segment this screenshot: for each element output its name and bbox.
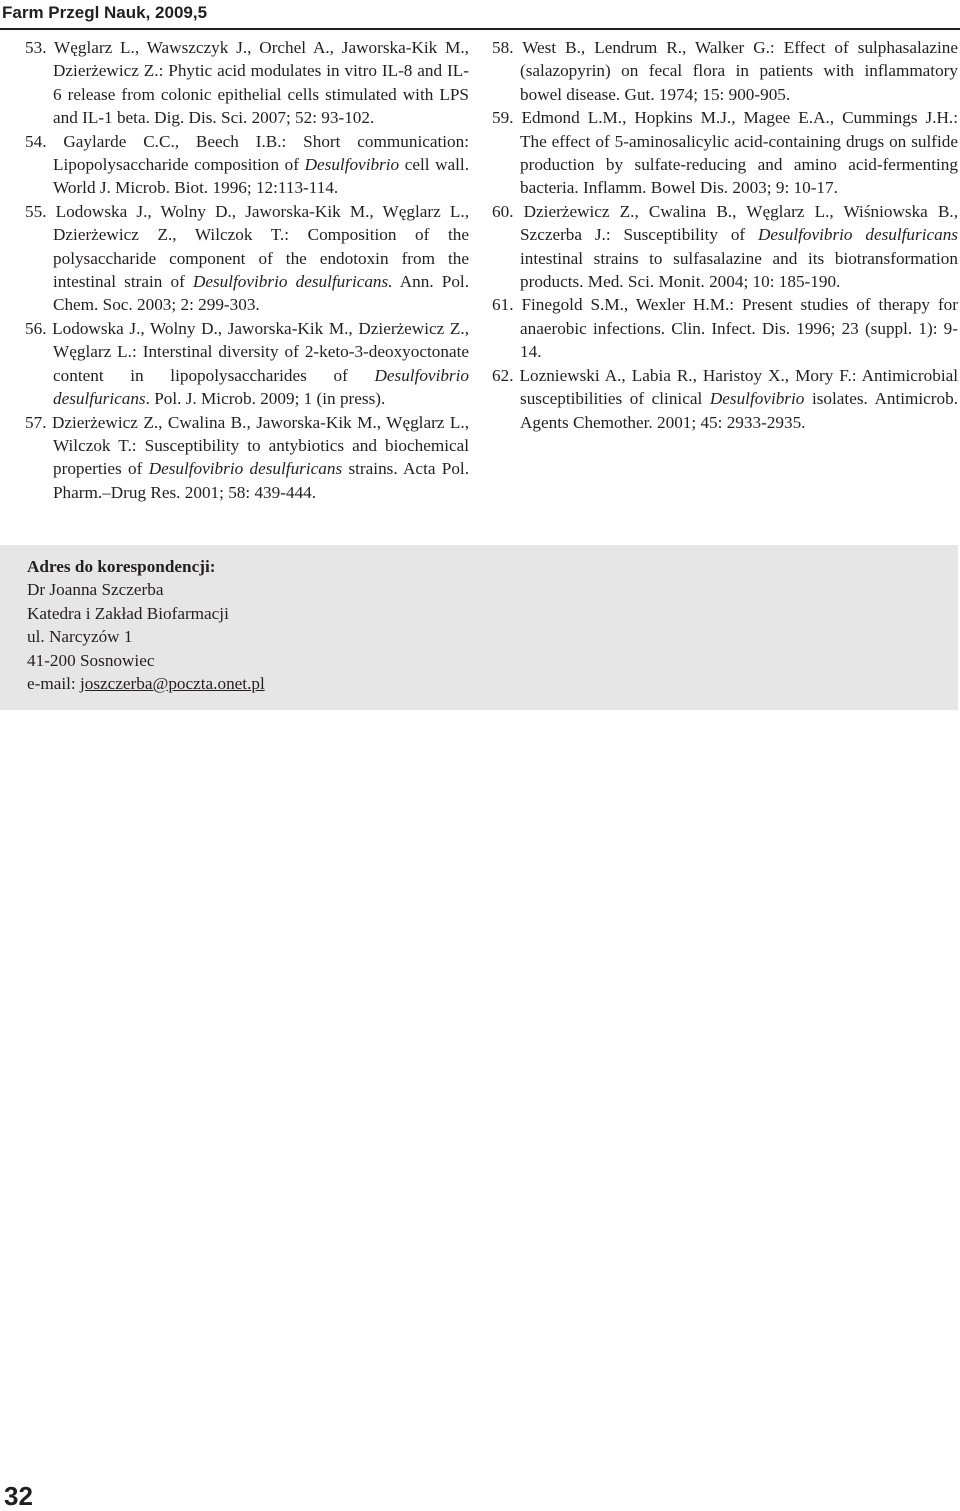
reference-source: Med. Sci. Monit. 2004; 10: 185-190.: [583, 272, 841, 292]
reference-number: 57.: [25, 412, 47, 432]
reference-number: 58.: [492, 38, 514, 57]
correspondence-email-link[interactable]: joszczerba@poczta.onet.pl: [79, 674, 265, 694]
reference-59: [492, 106, 958, 200]
reference-title: Present studies of therapy for anaerobic infections.: [520, 295, 959, 338]
correspondence-street: ul. Narcyzów 1: [27, 627, 133, 647]
correspondence-title: Adres do korespondencji:: [27, 557, 216, 576]
reference-title-italic: Desulfovibrio desulfuricans: [53, 365, 469, 409]
reference-title-italic: Desulfovibrio desulfuricans: [758, 225, 958, 245]
reference-title-end: cell wall.: [399, 155, 469, 175]
reference-61: [492, 293, 958, 363]
correspondence-city: 41-200 Sosnowiec: [27, 650, 155, 670]
reference-title: Effect of sulphasalazine (salazopyrin) on fecal flora in patients with inflammatory bowel disease.: [520, 38, 958, 104]
reference-number: 60.: [492, 201, 514, 221]
reference-source: Gut. 1974; 15: 900-905.: [620, 84, 791, 104]
reference-source: Clin. Infect. Dis. 1996; 23 (suppl. 1): 9-14.: [520, 318, 958, 362]
page-number: 32: [4, 1481, 33, 1511]
journal-header: [0, 0, 960, 30]
reference-number: 61.: [492, 295, 514, 315]
reference-title: Composition of the polysaccharide component of the endotoxin from the intestinal strain of: [53, 225, 469, 292]
reference-number: 53.: [25, 38, 47, 57]
correspondence-department: Katedra i Zakład Biofarmacji: [27, 603, 229, 623]
references-right-column: [492, 36, 958, 434]
reference-number: 55.: [25, 201, 47, 221]
reference-title-end: isolates.: [804, 389, 868, 409]
correspondence-box: [0, 545, 958, 710]
reference-56: [25, 317, 469, 411]
reference-title-italic: Desulfovibrio: [304, 155, 400, 175]
reference-title: Susceptibility to antybiotics and biochemical properties of: [53, 435, 469, 479]
reference-number: 56.: [25, 318, 47, 338]
reference-57: [25, 411, 469, 505]
reference-55: [25, 200, 469, 317]
reference-source: World J. Microb. Biot. 1996; 12:113-114.: [53, 178, 339, 198]
reference-authors: Edmond L.M., Hopkins M.J., Magee E.A., Cummings J.H.:: [521, 108, 958, 128]
reference-53: [25, 36, 469, 130]
reference-authors: Lozniewski A., Labia R., Haristoy X., Mory F.:: [519, 365, 862, 385]
reference-authors: Dzierżewicz Z., Cwalina B., Jaworska-Kik M., Węglarz L., Wilczok T.:: [51, 412, 470, 455]
reference-source: Antimicrob. Agents Chemother. 2001; 45: 2933-2935.: [520, 389, 959, 432]
reference-58: [492, 36, 958, 106]
reference-source: Ann. Pol. Chem. Soc. 2003; 2: 299-303.: [53, 272, 469, 315]
reference-title-end: strains.: [342, 459, 398, 479]
reference-title-italic: Desulfovibrio: [709, 389, 805, 409]
reference-title: The effect of 5-aminosalicylic acid-containing drugs on sulfide production by sulfate-reducing and amino acid-fermenting bacteria.: [520, 131, 958, 198]
reference-title-italic: Desulfovibrio desulfuricans: [148, 459, 343, 479]
correspondence-email-label: e-mail:: [27, 674, 80, 694]
reference-authors: Węglarz L., Wawszczyk J., Orchel A., Jaworska-Kik M., Dzierżewicz Z.:: [53, 38, 469, 81]
reference-authors: Lodowska J., Wolny D., Jaworska-Kik M., Węglarz L., Dzierżewicz Z., Wilczok T.:: [53, 201, 469, 245]
journal-citation: Farm Przegl Nauk, 2009,5: [2, 3, 208, 22]
reference-number: 62.: [492, 365, 514, 385]
reference-authors: Lodowska J., Wolny D., Jaworska-Kik M., Dzierżewicz Z., Węglarz L.:: [52, 318, 469, 362]
reference-title: Interstinal diversity of 2-keto-3-deoxyoctonate content in lipopolysaccharides of: [53, 342, 469, 385]
references-left-column: [25, 36, 469, 504]
reference-number: 54.: [25, 131, 47, 151]
reference-60: [492, 200, 958, 294]
reference-source: . Pol. J. Microb. 2009; 1 (in press).: [145, 389, 386, 409]
reference-source: Acta Pol. Pharm.–Drug Res. 2001; 58: 439-444.: [53, 459, 470, 502]
reference-54: [25, 130, 469, 200]
reference-title: Susceptibility of: [623, 225, 758, 245]
reference-title: Short communication: Lipopolysaccharide composition of: [53, 131, 469, 175]
reference-authors: Dzierżewicz Z., Cwalina B., Węglarz L., Wiśniowska B., Szczerba J.:: [520, 201, 959, 245]
reference-title-italic: Desulfovibrio desulfuricans.: [192, 272, 393, 292]
reference-authors: West B., Lendrum R., Walker G.:: [522, 38, 784, 57]
correspondence-email-line: [27, 672, 958, 695]
reference-62: [492, 364, 958, 434]
reference-source: Inflamm. Bowel Dis. 2003; 9: 10-17.: [578, 178, 838, 198]
reference-authors: Finegold S.M., Wexler H.M.:: [521, 295, 742, 315]
reference-title-end: intestinal strains to sulfasalazine and its biotransformation products.: [520, 248, 958, 292]
reference-authors: Gaylarde C.C., Beech I.B.:: [63, 131, 304, 151]
correspondence-name: Dr Joanna Szczerba: [27, 580, 164, 600]
reference-number: 59.: [492, 108, 514, 128]
reference-title: Antimicrobial susceptibilities of clinical: [520, 365, 959, 409]
reference-source: Dig. Dis. Sci. 2007; 52: 93-102.: [149, 108, 375, 128]
reference-title: Phytic acid modulates in vitro IL-8 and IL-6 release from colonic epithelial cells stimulated with LPS and IL-1 beta.: [53, 61, 469, 128]
